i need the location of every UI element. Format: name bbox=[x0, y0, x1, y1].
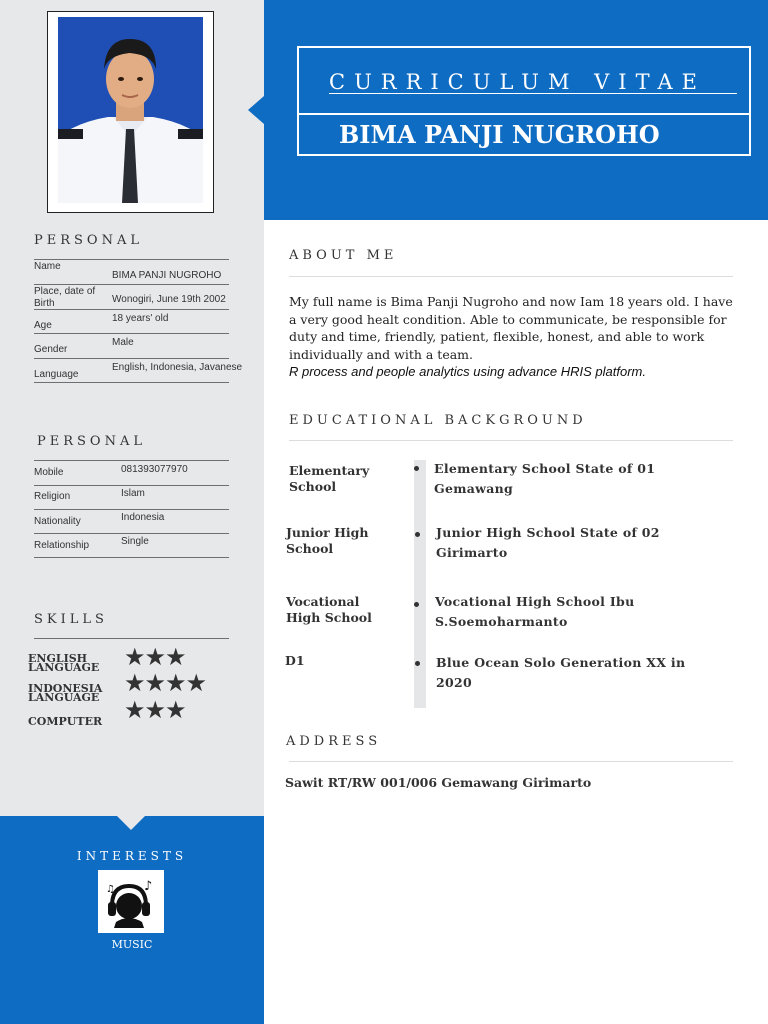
address-heading: ADDRESS bbox=[286, 734, 382, 749]
about-divider bbox=[289, 276, 733, 277]
title-box bbox=[297, 46, 751, 156]
star-icon: ★ bbox=[165, 697, 186, 724]
info-value: Single bbox=[121, 536, 149, 547]
education-school: Blue Ocean Solo Generation XX in 2020 bbox=[436, 655, 686, 690]
about-heading: ABOUT ME bbox=[289, 248, 398, 263]
about-italic-text: R process and people analytics using advance HRIS platform. bbox=[289, 364, 646, 379]
info-row bbox=[34, 284, 229, 309]
star-icon: ★ bbox=[144, 670, 166, 697]
education-level: Elementary School bbox=[289, 463, 370, 494]
star-icon: ★ bbox=[165, 670, 186, 697]
full-name: BIMA PANJI NUGROHO bbox=[339, 120, 660, 149]
info-row bbox=[34, 358, 243, 383]
info-key: Relationship bbox=[34, 540, 90, 551]
interest-label: MUSIC bbox=[111, 938, 153, 951]
left-sidebar bbox=[0, 0, 264, 816]
profile-photo-illustration bbox=[58, 17, 203, 203]
info-value: 18 years' old bbox=[112, 313, 169, 324]
info-value: Male bbox=[112, 337, 134, 348]
interests-heading: INTERESTS bbox=[76, 849, 188, 863]
info-value: 081393077970 bbox=[121, 464, 188, 475]
info-row bbox=[34, 309, 229, 333]
info-value: Wonogiri, June 19th 2002 bbox=[112, 294, 226, 305]
skill-stars bbox=[124, 699, 186, 723]
svg-text:♪: ♪ bbox=[144, 879, 153, 894]
star-icon: ★ bbox=[165, 644, 186, 671]
info-row bbox=[34, 259, 229, 284]
skill-stars bbox=[124, 672, 206, 696]
header-notch bbox=[248, 96, 264, 124]
about-text: My full name is Bima Panji Nugroho and now Iam 18 years old. I have a very good healt condition. Able to communicate, be responsible for duty and time, friendly, patient, flexible, honest, and able to work individually and with a team. bbox=[289, 294, 733, 362]
timeline-dot bbox=[415, 532, 420, 537]
info-key: Religion bbox=[34, 491, 71, 502]
skill-label: ENGLISH LANGUAGE bbox=[28, 652, 100, 674]
info-key: Language bbox=[34, 369, 79, 380]
star-icon: ★ bbox=[124, 644, 145, 671]
education-level: Vocational High School bbox=[286, 594, 372, 625]
personal-heading-2: PERSONAL bbox=[37, 434, 146, 449]
education-level: Junior High School bbox=[286, 525, 369, 556]
profile-photo bbox=[58, 17, 203, 203]
info-key: Mobile bbox=[34, 467, 64, 478]
info-key: Name bbox=[34, 261, 61, 272]
education-school: Vocational High School Ibu S.Soemoharmanto bbox=[435, 594, 635, 629]
info-row bbox=[34, 460, 229, 485]
info-key: Place, date of Birth bbox=[34, 286, 96, 309]
skills-heading: SKILLS bbox=[34, 612, 108, 627]
education-heading: EDUCATIONAL BACKGROUND bbox=[289, 413, 587, 428]
personal-heading: PERSONAL bbox=[34, 233, 143, 248]
timeline-dot bbox=[414, 602, 419, 607]
title-underline bbox=[329, 93, 737, 94]
education-timeline bbox=[414, 460, 426, 708]
education-school: Junior High School State of 02 Girimarto bbox=[436, 525, 660, 560]
timeline-dot bbox=[414, 466, 419, 471]
info-row bbox=[34, 485, 229, 509]
svg-text:♫: ♫ bbox=[106, 884, 115, 895]
title-divider bbox=[299, 113, 749, 115]
info-key: Gender bbox=[34, 344, 68, 355]
education-level: D1 bbox=[285, 653, 305, 668]
info-row bbox=[34, 333, 229, 358]
education-divider bbox=[289, 440, 733, 441]
skills-divider bbox=[34, 638, 229, 639]
star-icon: ★ bbox=[124, 697, 145, 724]
info-key: Nationality bbox=[34, 516, 81, 527]
personal-info-table bbox=[34, 259, 243, 383]
timeline-dot bbox=[415, 661, 420, 666]
info-key: Age bbox=[34, 320, 52, 331]
skill-label: COMPUTER bbox=[28, 715, 103, 728]
interests-notch bbox=[117, 816, 145, 830]
info-value: English, Indonesia, Javanese bbox=[112, 362, 243, 373]
info-row bbox=[34, 533, 229, 558]
star-icon: ★ bbox=[144, 697, 166, 724]
address-text: Sawit RT/RW 001/006 Gemawang Girimarto bbox=[285, 775, 592, 790]
info-value: BIMA PANJI NUGROHO bbox=[112, 270, 222, 281]
skill-stars bbox=[124, 646, 186, 670]
info-row bbox=[34, 509, 229, 533]
star-icon: ★ bbox=[144, 644, 166, 671]
info-value: Indonesia bbox=[121, 512, 165, 523]
profile-photo-frame bbox=[47, 11, 214, 213]
star-icon: ★ bbox=[124, 670, 145, 697]
address-divider bbox=[289, 761, 733, 762]
cv-title: CURRICULUM VITAE bbox=[329, 70, 706, 94]
header-banner bbox=[264, 0, 768, 220]
info-value: Islam bbox=[121, 488, 145, 499]
headphones-icon bbox=[98, 870, 164, 933]
education-school: Elementary School State of 01 Gemawang bbox=[434, 461, 656, 496]
star-icon: ★ bbox=[185, 670, 207, 697]
contact-info-table bbox=[34, 460, 229, 558]
skill-label: INDONESIA LANGUAGE bbox=[28, 682, 103, 704]
interests-section bbox=[0, 816, 264, 1024]
